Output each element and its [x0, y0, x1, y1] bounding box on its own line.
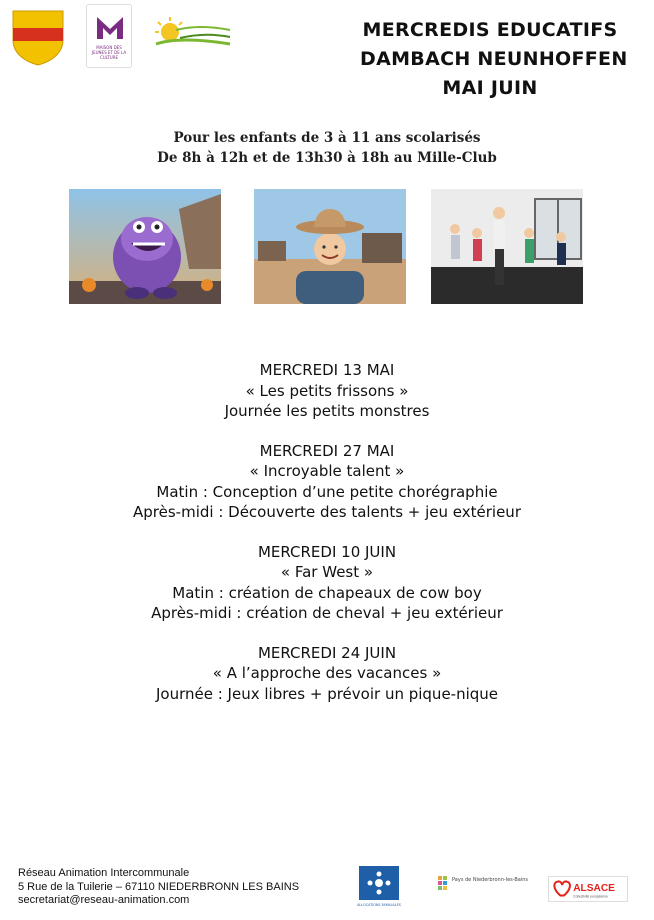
event-date: MERCREDI 24 JUIN: [257, 643, 397, 662]
event-theme: « Les petits frissons »: [245, 381, 409, 400]
title-line-1: MERCREDIS EDUCATIFS: [362, 19, 618, 41]
title-line-2: DAMBACH NEUNHOFFEN: [360, 48, 628, 70]
title-line-3: MAI JUIN: [442, 77, 538, 99]
address: 5 Rue de la Tuilerie – 67110 NIEDERBRONN LES BAINS: [18, 880, 300, 893]
alsace-logo: [548, 876, 628, 902]
event-item: [0, 360, 654, 422]
org-name: Réseau Animation Intercommunale: [18, 867, 190, 879]
event-detail: Après-midi : Découverte des talents + jeu extérieur: [133, 503, 521, 521]
contact-info: [18, 867, 299, 908]
event-detail: Après-midi : création de cheval + jeu extérieur: [151, 604, 503, 622]
pays-niederbronn-logo: [436, 870, 529, 906]
cowboy-child-photo: [254, 189, 406, 304]
alsace-logo-sub: Collectivité européenne: [573, 894, 608, 899]
event-theme: « Far West »: [280, 563, 374, 581]
event-detail: Matin : création de chapeaux de cow boy: [172, 583, 482, 602]
email-link[interactable]: secretariat@reseau-animation.com: [18, 894, 190, 906]
event-date: MERCREDI 10 JUIN: [257, 542, 397, 561]
event-list: [0, 360, 654, 723]
event-date: MERCREDI 13 MAI: [259, 361, 395, 379]
maison-logo-text: MAISON DES JEUNES ET DE LA CULTURE: [91, 45, 127, 60]
reseau-animation-logo: [150, 14, 234, 58]
event-detail: Journée : Jeux libres + prévoir un pique-nique: [155, 684, 499, 703]
caf-logo-text: ALLOCATIONS FAMILIALES: [357, 903, 401, 907]
alsace-logo-text: ALSACE: [573, 882, 615, 894]
event-item: [0, 643, 654, 705]
monster-photo: [69, 189, 221, 304]
age-info: Pour les enfants de 3 à 11 ans scolarisés: [173, 130, 481, 146]
event-theme: « Incroyable talent »: [249, 462, 405, 480]
pays-logo-text: Pays de Niederbronn-les-Bains: [452, 877, 529, 883]
hours-info: De 8h à 12h et de 13h30 à 18h au Mille-Club: [157, 150, 497, 166]
caf-logo: [359, 866, 399, 910]
event-detail: Journée les petits monstres: [224, 402, 430, 420]
flyer-title: [360, 16, 628, 103]
maison-jeunes-logo: [86, 4, 132, 68]
event-theme: « A l’approche des vacances »: [212, 664, 442, 682]
coat-of-arms-logo: [12, 10, 64, 66]
dance-class-photo: [431, 189, 583, 304]
event-date: MERCREDI 27 MAI: [259, 441, 395, 460]
event-item: [0, 542, 654, 624]
event-detail: Matin : Conception d’une petite chorégraphie: [156, 482, 498, 501]
event-item: [0, 441, 654, 523]
